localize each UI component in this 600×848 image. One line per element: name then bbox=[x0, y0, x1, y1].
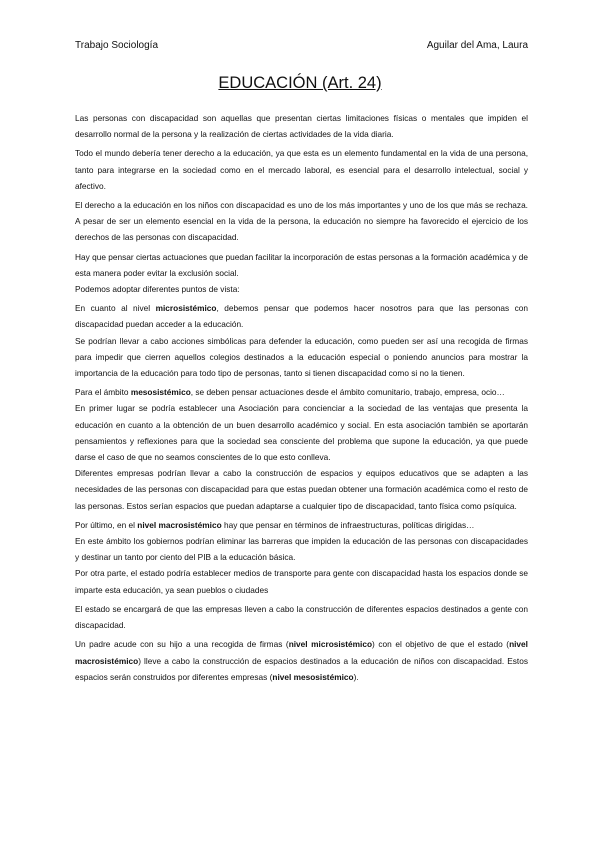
paragraph bbox=[75, 110, 528, 142]
text: , debemos pensar que podemos hacer nosotros para que las personas con discapacidad puedan acceder a la educación. bbox=[75, 303, 528, 330]
paragraph bbox=[75, 636, 528, 685]
text: Para el ámbito bbox=[75, 387, 131, 398]
paragraph bbox=[75, 400, 528, 465]
paragraph bbox=[75, 300, 528, 332]
paragraph bbox=[75, 249, 528, 281]
text: Un padre acude con su hijo a una recogida de firmas ( bbox=[75, 639, 289, 650]
text: , se deben pensar actuaciones desde el ámbito comunitario, trabajo, empresa, ocio… bbox=[190, 387, 505, 398]
text: hay que pensar en términos de infraestructuras, políticas dirigidas… bbox=[221, 519, 475, 530]
text: Hay que pensar ciertas actuaciones que puedan facilitar la incorporación de estas personas a la formación académica y de esta manera poder evitar la exclusión social. bbox=[75, 251, 528, 278]
text: ). bbox=[353, 671, 359, 682]
paragraph bbox=[75, 281, 528, 297]
paragraph bbox=[75, 533, 528, 565]
bold-text: mesosistémico bbox=[130, 387, 191, 398]
text: El derecho a la educación en los niños con discapacidad es uno de los más importantes y uno de los que más se rechaza. A pesar de ser un elemento esencial en la vida de la persona, la educación no siempre ha favorecido el ejercicio de los derechos de las personas con discapacidad. bbox=[75, 200, 528, 243]
header-left: Trabajo Sociología bbox=[75, 40, 159, 51]
text: Por otra parte, el estado podría establecer medios de transporte para gente con discapacidad hasta los espacios donde se imparte esta educación, ya sean pueblos o ciudades bbox=[75, 568, 528, 595]
text: El estado se encargará de que las empresas lleven a cabo la construcción de diferentes espacios destinados a gente con discapacidad. bbox=[75, 603, 528, 631]
bold-text: nivel macrosistémico bbox=[137, 519, 222, 530]
text: En este ámbito los gobiernos podrían eliminar las barreras que impiden la educación de las personas con discapacidades y destinar un tanto por ciento del PIB a la educación básica. bbox=[75, 536, 528, 563]
paragraph bbox=[75, 384, 528, 400]
paragraph bbox=[75, 145, 528, 194]
paragraph bbox=[75, 601, 528, 633]
text: En primer lugar se podría establecer una Asociación para concienciar a la sociedad de las ventajas que presenta la educación en cuanto a la obtención de un buen desarrollo académico y social. En esta asociación también se aportarán pensamientos y reflexiones para que la sociedad sea consciente del problema que supone la educación, ya que puede darse el caso de que no seamos conscientes de lo que esto conlleva. bbox=[75, 403, 528, 463]
bold-text: microsistémico bbox=[155, 303, 217, 314]
text: Diferentes empresas podrían llevar a cabo la construcción de espacios y equipos educativos que se adapten a las necesidades de las personas con discapacidad para que estas puedan obtener una formación académica como el resto de las personas. Estos serían espacios que puedan adaptarse a cualquier tipo de discapacidad, tanto física como psíquica. bbox=[75, 468, 528, 511]
text: ) con el objetivo de que el estado ( bbox=[372, 639, 510, 650]
bold-text: nivel mesosistémico bbox=[272, 671, 354, 682]
page-title: EDUCACIÓN (Art. 24) bbox=[218, 74, 382, 92]
paragraph bbox=[75, 197, 528, 246]
paragraph bbox=[75, 565, 528, 597]
text: Las personas con discapacidad son aquellas que presentan ciertas limitaciones físicas o mentales que impiden el desarrollo normal de la persona y la realización de ciertas actividades de la vida diaria. bbox=[75, 113, 528, 140]
paragraph bbox=[75, 465, 528, 514]
text: En cuanto al nivel bbox=[75, 303, 156, 314]
paragraph bbox=[75, 333, 528, 382]
header-right: Aguilar del Ama, Laura bbox=[426, 40, 528, 51]
text: Se podrían llevar a cabo acciones simbólicas para defender la educación, como pueden ser así una recogida de firmas para impedir que cierren aquellos colegios destinados a la educación especial o poniendo anuncios para mostrar la importancia de la educación para todo tipo de personas, tanto si tienen discapacidad como si no la tienen. bbox=[75, 335, 528, 379]
text: Podemos adoptar diferentes puntos de vista: bbox=[75, 284, 240, 295]
text: ) lleve a cabo la construcción de espacios destinados a la educación de niños con discapacidad. Estos espacios serán construidos por diferentes empresas ( bbox=[75, 655, 528, 682]
bold-text: nivel microsistémico bbox=[288, 639, 373, 650]
paragraph bbox=[75, 517, 528, 533]
text: Todo el mundo debería tener derecho a la educación, ya que esta es un elemento fundamental en la vida de una persona, tanto para integrarse en la sociedad como en el mercado laboral, es esencial para el desarrollo intelectual, social y afectivo. bbox=[75, 148, 528, 191]
text: Por último, en el bbox=[75, 519, 138, 530]
bold-text: nivel macrosistémico bbox=[75, 639, 528, 666]
document-body bbox=[75, 110, 528, 685]
